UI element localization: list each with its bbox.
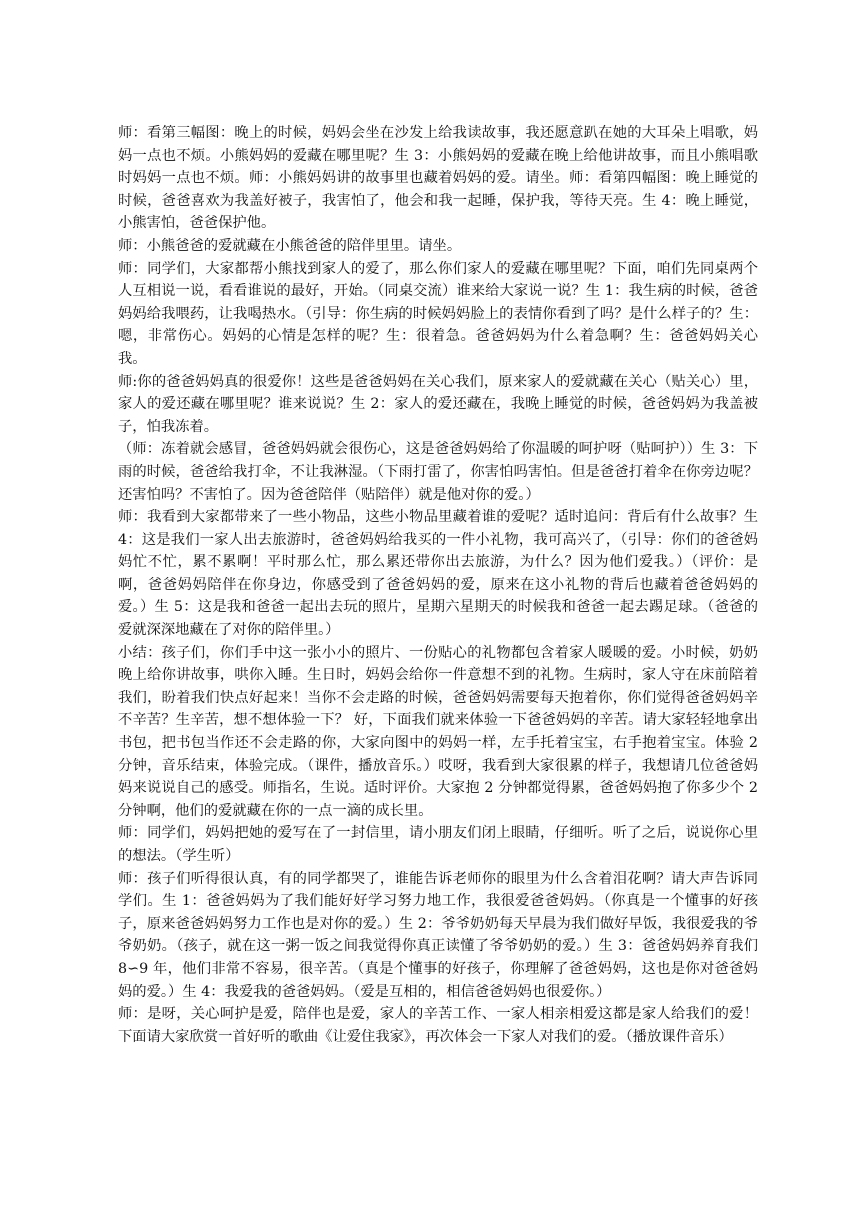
paragraph-father-bear-love: 师：小熊爸爸的爱就藏在小熊爸爸的陪伴里里。请坐。 xyxy=(118,237,462,254)
paragraph-summary: 小结：孩子们，你们手中这一张小小的照片、一份贴心的礼物都包含着家人暖暖的爱。小时候，奶奶晚上给你讲故事，哄你入睡。生日时，妈妈会给你一件意想不到的礼物。生病时，家人守在床前陪着我们，盼着我们快点好起来！当你不会走路的时候，爸爸妈妈需要每天抱着你，你们觉得爸爸妈妈辛不辛苦？生辛苦，想不想体验一下？ 好，下面我们就来体验一下爸爸妈妈的辛苦。请大家轻轻地拿出书包，把书包当作还不会走路的你，大家向图中的妈妈一样，左手托着宝宝，右手抱着宝宝。体验 2 分钟，音乐结束，体验完成。（课件，播放音乐。）哎呀，我看到大家很累的样子，我想请几位爸爸妈妈来说说自己的感受。师指名，生说。适时评价。大家抱 2 分钟都觉得累，爸爸妈妈抱了你多少个 2 分钟啊，他们的爱就藏在你的一点一滴的成长里。 xyxy=(118,644,758,819)
paragraph-tears-responses: 师：孩子们听得很认真，有的同学都哭了，谁能告诉老师你的眼里为什么含着泪花啊？请大声告诉同学们。生 1：爸爸妈妈为了我们能好好学习努力地工作，我很爱爸爸妈妈。（你真是一个懂事的好孩子，原来爸爸妈妈努力工作也是对你的爱。）生 2：爷爷奶奶每天早晨为我们做好早饭，我很爱我的爷爷奶奶。（孩子，就在这一粥一饭之间我觉得你真正读懂了爷爷奶奶的爱。）生 3：爸爸妈妈养育我们 8∽9 年，他们非常不容易，很辛苦。（真是个懂事的好孩子，你理解了爸爸妈妈，这也是你对爸爸妈妈的爱。）生 4：我爱我的爸爸妈妈。（爱是互相的，相信爸爸妈妈也很爱你。） xyxy=(118,870,758,1000)
paragraph-family-love-discussion: 师：同学们，大家都帮小熊找到家人的爱了，那么你们家人的爱藏在哪里呢？下面，咱们先同桌两个人互相说一说，看看谁说的最好，开始。（同桌交流）谁来给大家说一说？生 1：我生病的时候，爸爸妈妈给我喂药，让我喝热水。（引导：你生病的时候妈妈脸上的表情你看到了吗？是什么样子的？生：嗯，非常伤心。妈妈的心情是怎样的呢？生：很着急。爸爸妈妈为什么着急啊？生：爸爸妈妈关心我。 xyxy=(118,260,758,367)
paragraph-picture-three-four: 师：看第三幅图：晚上的时候，妈妈会坐在沙发上给我读故事，我还愿意趴在她的大耳朵上唱歌，妈妈一点也不烦。小熊妈妈的爱藏在哪里呢？生 3：小熊妈妈的爱藏在晚上给他讲故事，而且小熊唱歌时妈妈一点也不烦。师：小熊妈妈讲的故事里也藏着妈妈的爱。请坐。师：看第四幅图：晚上睡觉的时候，爸爸喜欢为我盖好被子，我害怕了，他会和我一起睡，保护我，等待天亮。生 4：晚上睡觉，小熊害怕，爸爸保护他。 xyxy=(118,125,758,232)
paragraph-care: 师:你的爸爸妈妈真的很爱你！这些是爸爸妈妈在关心我们，原来家人的爱就藏在关心（贴关心）里，家人的爱还藏在哪里呢？谁来说说？生 2：家人的爱还藏在，我晚上睡觉的时候，爸爸妈妈为我盖被子，怕我冻着。 xyxy=(118,373,758,435)
paragraph-small-items: 师：我看到大家都带来了一些小物品，这些小物品里藏着谁的爱呢？适时追问：背后有什么故事？生 4：这是我们一家人出去旅游时，爸爸妈妈给我买的一件小礼物，我可高兴了，（引导：你们的爸爸妈妈忙不忙，累不累啊！平时那么忙，那么累还带你出去旅游，为什么？因为他们爱我。）（评价：是啊，爸爸妈妈陪伴在你身边，你感受到了爸爸妈妈的爱，原来在这小礼物的背后也藏着爸爸妈妈的爱。）生 5：这是我和爸爸一起出去玩的照片，星期六星期天的时候我和爸爸一起去踢足球。（爸爸的爱就深深地藏在了对你的陪伴里。） xyxy=(118,509,758,639)
paragraph-protection-companionship: （师：冻着就会感冒，爸爸妈妈就会很伤心，这是爸爸妈妈给了你温暖的呵护呀（贴呵护））生 3：下雨的时候，爸爸给我打伞，不让我淋湿。（下雨打雷了，你害怕吗害怕。但是爸爸打着伞在你旁边呢？还害怕吗？不害怕了。因为爸爸陪伴（贴陪伴）就是他对你的爱。） xyxy=(118,441,758,503)
paragraph-letter: 师：同学们，妈妈把她的爱写在了一封信里，请小朋友们闭上眼睛，仔细听。听了之后，说说你心里的想法。（学生听） xyxy=(118,825,758,864)
document-page xyxy=(118,122,758,1048)
paragraph-closing-song: 师：是呀，关心呵护是爱，陪伴也是爱，家人的辛苦工作、一家人相亲相爱这都是家人给我们的爱！下面请大家欣赏一首好听的歌曲《让爱住我家》，再次体会一下家人对我们的爱。（播放课件音乐） xyxy=(118,1006,758,1045)
